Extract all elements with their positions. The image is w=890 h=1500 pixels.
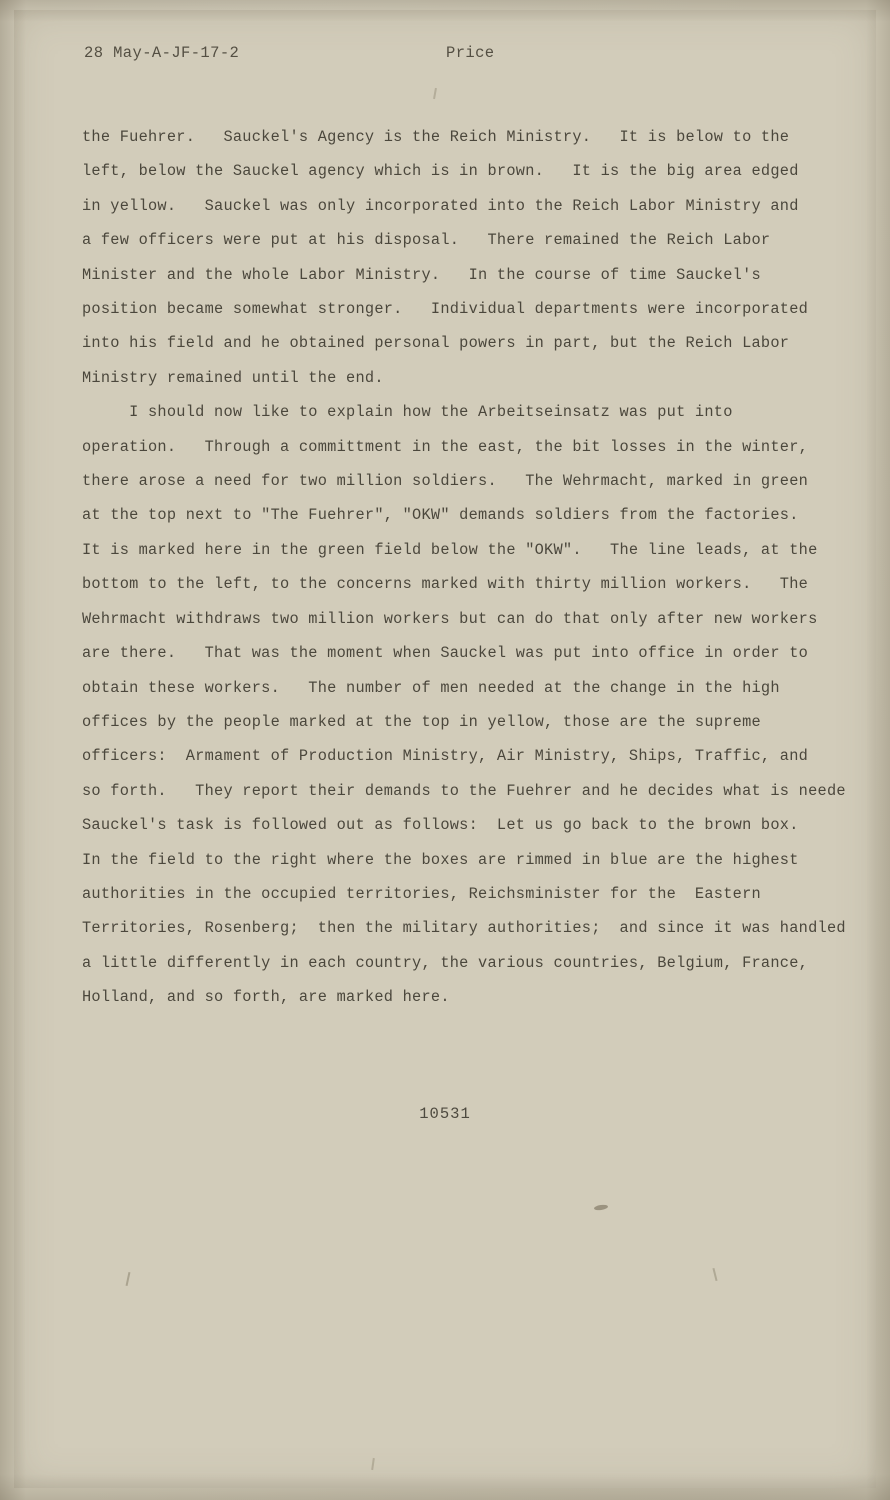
text-line: in yellow. Sauckel was only incorporated into the Reich Labor Ministry and [82,196,799,215]
document-content [14,10,876,1488]
pencil-mark-top [433,88,437,99]
document-identifier: 28 May-A-JF-17-2 [84,44,240,62]
text-line: I should now like to explain how the Arbeitseinsatz was put into [82,403,733,422]
text-line: obtain these workers. The number of men needed at the change in the high [82,678,780,697]
text-line: the Fuehrer. Sauckel's Agency is the Reich Ministry. It is below to the [82,128,790,146]
page-title: Price [446,44,495,62]
pencil-mark-right [712,1268,717,1281]
paper-surface [14,10,876,1488]
text-line: Minister and the whole Labor Ministry. In the course of time Sauckel's [82,265,761,284]
text-line: offices by the people marked at the top in yellow, those are the supreme [82,712,761,731]
text-line: left, below the Sauckel agency which is in brown. It is the big area edged [82,162,799,181]
text-line: authorities in the occupied territories, Reichsminister for the Eastern [82,884,761,903]
ink-smudge-mark [594,1204,609,1211]
page-number: 10531 [419,1105,471,1123]
text-line: position became somewhat stronger. Individual departments were incorporated [82,300,809,319]
text-line: In the field to the right where the boxes are rimmed in blue are the highest [82,850,799,869]
pencil-mark-left [126,1272,131,1286]
text-line: Holland, and so forth, are marked here. [82,988,450,1007]
pencil-mark-bottom [371,1458,375,1470]
text-line: Ministry remained until the end. [82,368,384,387]
text-line: there arose a need for two million soldiers. The Wehrmacht, marked in green [82,472,809,491]
text-line: Territories, Rosenberg; then the military authorities; and since it was handled [82,919,846,938]
transcript-body [82,120,844,1015]
text-line: a few officers were put at his disposal. There remained the Reich Labor [82,231,771,250]
text-line: Wehrmacht withdraws two million workers but can do that only after new workers [82,609,818,628]
text-line: operation. Through a committment in the east, the bit losses in the winter, [82,437,809,456]
text-line: It is marked here in the green field below the "OKW". The line leads, at the [82,540,818,559]
text-line: so forth. They report their demands to the Fuehrer and he decides what is neede [82,781,846,800]
page-header [74,44,816,64]
text-line: officers: Armament of Production Ministry, Air Ministry, Ships, Traffic, and [82,747,809,766]
text-line: at the top next to "The Fuehrer", "OKW" demands soldiers from the factories. [82,506,799,525]
text-line: bottom to the left, to the concerns marked with thirty million workers. The [82,575,809,594]
text-line: a little differently in each country, the various countries, Belgium, France, [82,953,809,972]
text-line: into his field and he obtained personal powers in part, but the Reich Labor [82,334,790,353]
text-line: are there. That was the moment when Sauckel was put into office in order to [82,644,809,663]
text-line: Sauckel's task is followed out as follows: Let us go back to the brown box. [82,816,799,835]
